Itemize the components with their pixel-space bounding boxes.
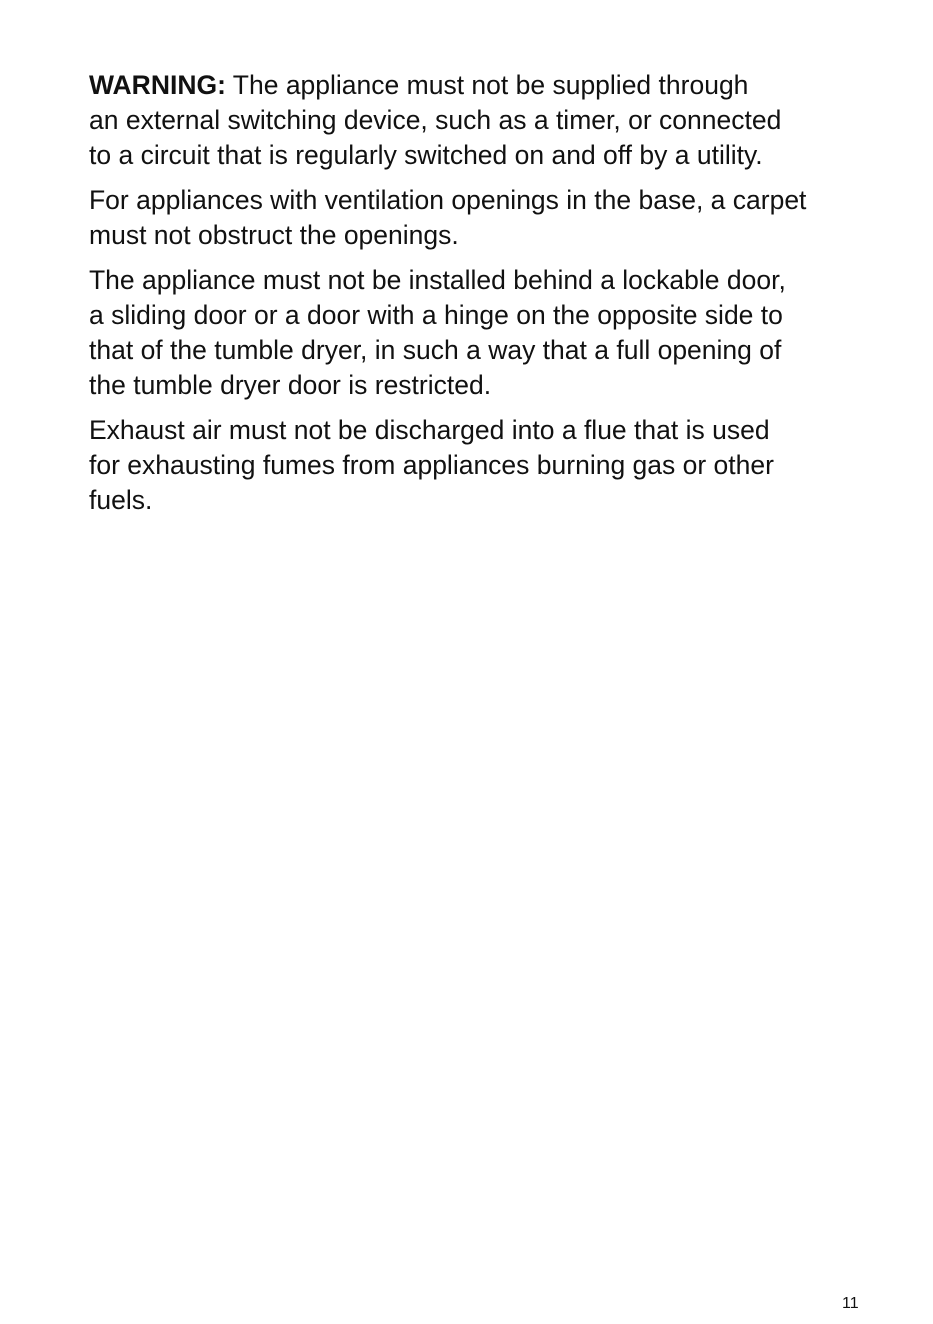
door-line-3: that of the tumble dryer, in such a way that a full opening of [89,335,782,365]
ventilation-line-1: For appliances with ventilation openings in the base, a carpet [89,185,807,215]
warning-line-1 [89,68,889,103]
ventilation-line-2: must not obstruct the openings. [89,220,459,250]
exhaust-line-3: fuels. [89,485,153,515]
warning-line-3: to a circuit that is regularly switched on and off by a utility. [89,140,763,170]
exhaust-paragraph [89,413,889,518]
page-number: 11 [842,1295,859,1312]
warning-line-2: an external switching device, such as a timer, or connected [89,105,782,135]
door-line-1: The appliance must not be installed behind a lockable door, [89,265,786,295]
ventilation-paragraph [89,183,889,253]
door-line-2: a sliding door or a door with a hinge on the opposite side to [89,300,783,330]
warning-paragraph [89,68,889,173]
warning-text: The appliance must not be supplied through [225,70,749,100]
warning-label: WARNING: [89,70,226,100]
document-body [89,68,889,528]
door-paragraph [89,263,889,403]
exhaust-line-1: Exhaust air must not be discharged into a flue that is used [89,415,770,445]
exhaust-line-2: for exhausting fumes from appliances burning gas or other [89,450,774,480]
door-line-4: the tumble dryer door is restricted. [89,370,492,400]
